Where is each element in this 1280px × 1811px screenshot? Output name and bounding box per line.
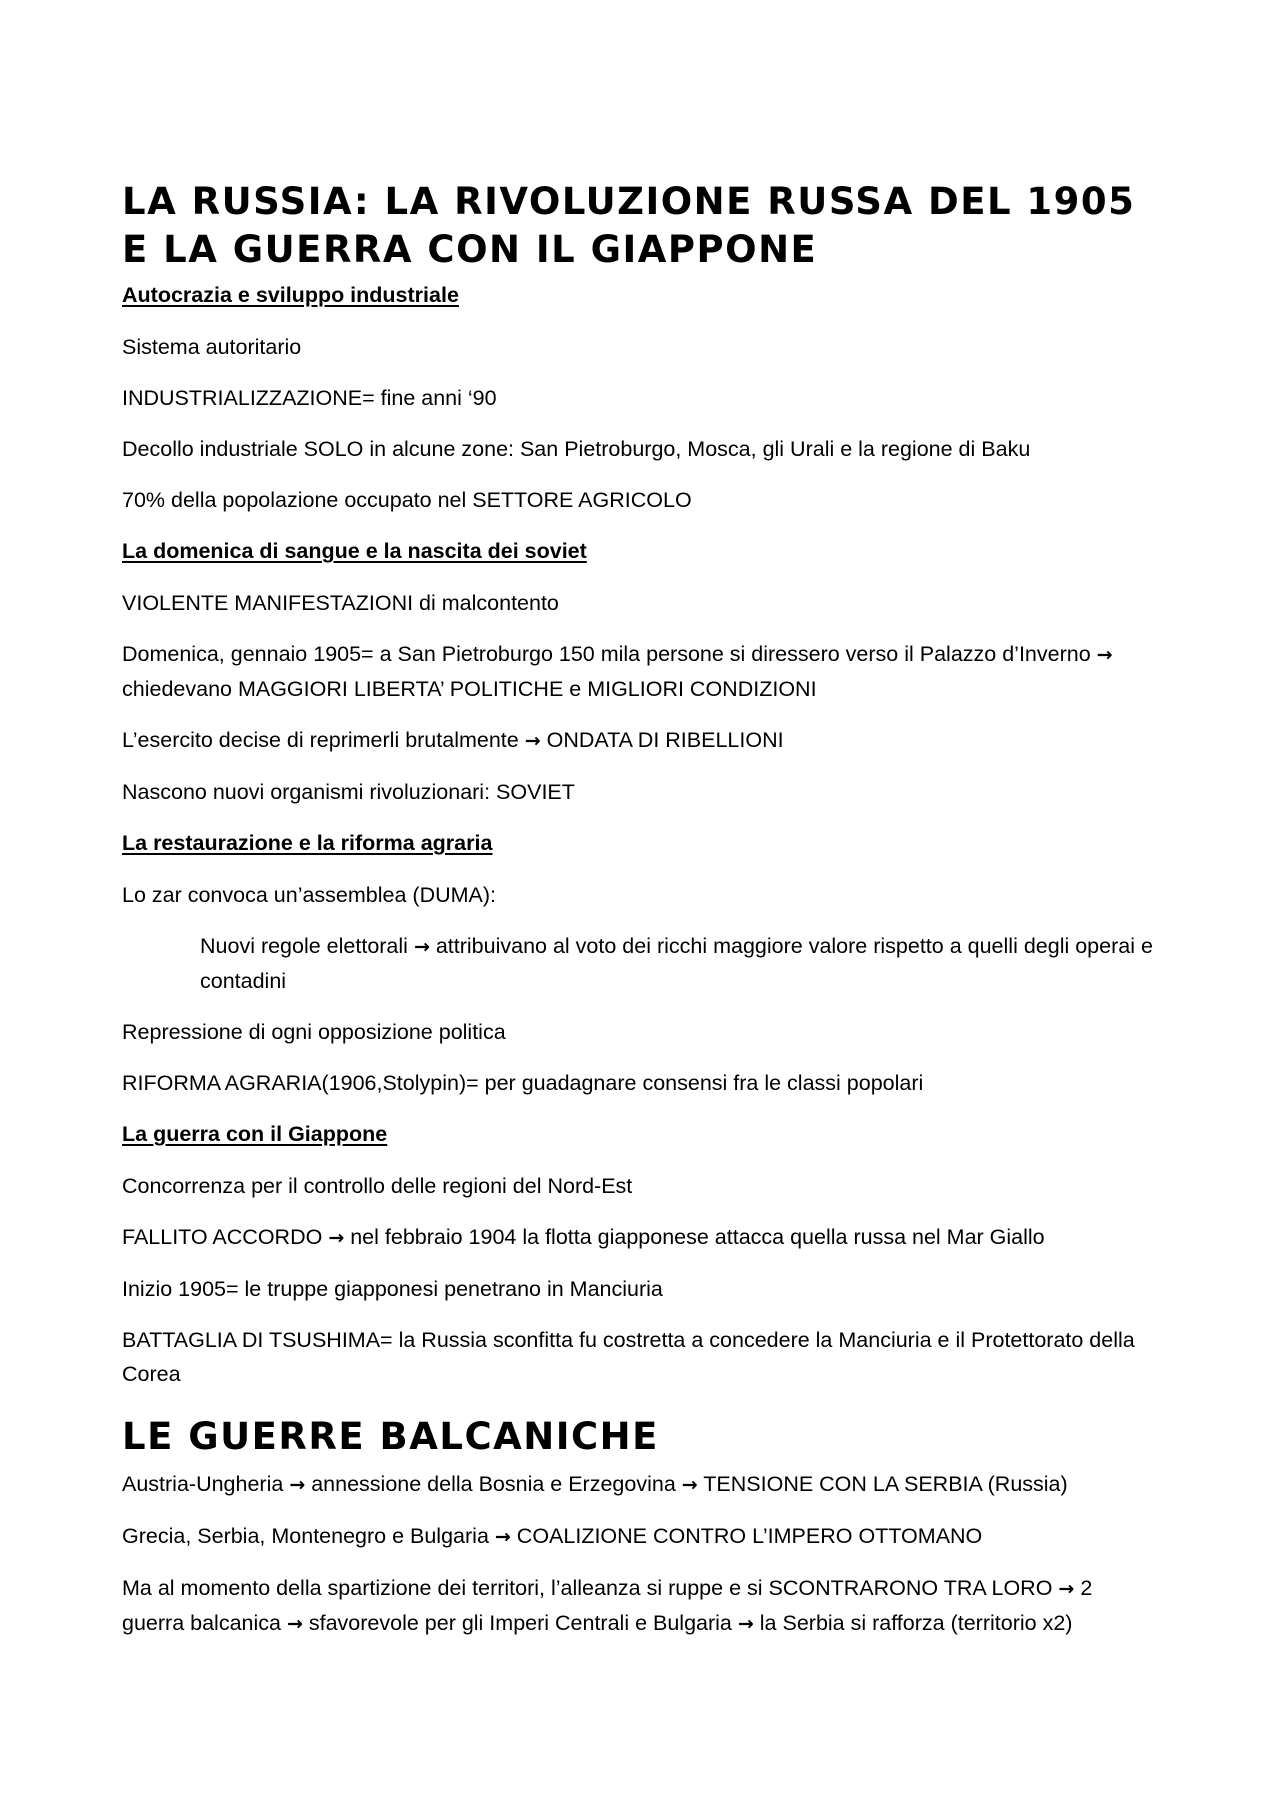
paragraph: Sistema autoritario xyxy=(122,335,302,359)
section-title-russia xyxy=(122,178,1160,274)
title-line-2: E LA GUERRA CON IL GIAPPONE xyxy=(122,228,818,271)
arrow-right-icon: → xyxy=(289,1474,306,1496)
section-title-balcaniche: LE GUERRE BALCANICHE xyxy=(122,1415,659,1458)
arrow-right-icon: → xyxy=(413,936,430,958)
arrow-right-icon: → xyxy=(524,730,541,752)
paragraph: Nascono nuovi organismi rivoluzionari: SOVIET xyxy=(122,780,575,804)
paragraph: RIFORMA AGRARIA(1906,Stolypin)= per guadagnare consensi fra le classi popolari xyxy=(122,1071,924,1095)
paragraph: Ma al momento della spartizione dei territori, l’alleanza si ruppe e si SCONTRARONO TRA LORO → 2 guerra balcanica → sfavorevole per gli Imperi Centrali e Bulgaria → la Serbia si rafforza (territorio x2) xyxy=(122,1576,1093,1635)
arrow-right-icon: → xyxy=(681,1474,698,1496)
subheading-restaurazione: La restaurazione e la riforma agraria xyxy=(122,831,493,855)
paragraph: L’esercito decise di reprimerli brutalmente → ONDATA DI RIBELLIONI xyxy=(122,728,784,752)
paragraph: INDUSTRIALIZZAZIONE= fine anni ‘90 xyxy=(122,386,497,410)
subheading-domenica-di-sangue: La domenica di sangue e la nascita dei soviet xyxy=(122,539,587,563)
paragraph: VIOLENTE MANIFESTAZIONI di malcontento xyxy=(122,591,559,615)
title-line-1: LA RUSSIA: LA RIVOLUZIONE RUSSA DEL 1905 xyxy=(122,180,1136,223)
paragraph: FALLITO ACCORDO → nel febbraio 1904 la flotta giapponese attacca quella russa nel Mar Giallo xyxy=(122,1225,1045,1249)
paragraph: BATTAGLIA DI TSUSHIMA= la Russia sconfitta fu costretta a concedere la Manciuria e il Protettorato della Corea xyxy=(122,1328,1135,1386)
paragraph: Decollo industriale SOLO in alcune zone: San Pietroburgo, Mosca, gli Urali e la regione di Baku xyxy=(122,437,1031,461)
arrow-right-icon: → xyxy=(328,1227,345,1249)
subheading-guerra-giappone: La guerra con il Giappone xyxy=(122,1122,388,1146)
indented-paragraph: Nuovi regole elettorali → attribuivano al voto dei ricchi maggiore valore rispetto a quelli degli operai e contadini xyxy=(200,934,1153,993)
paragraph: 70% della popolazione occupato nel SETTORE AGRICOLO xyxy=(122,488,692,512)
paragraph: Inizio 1905= le truppe giapponesi penetrano in Manciuria xyxy=(122,1277,663,1301)
paragraph: Domenica, gennaio 1905= a San Pietroburgo 150 mila persone si diressero verso il Palazzo d’Inverno → chiedevano MAGGIORI LIBERTA’ POLITICHE e MIGLIORI CONDIZIONI xyxy=(122,642,1113,701)
paragraph: Repressione di ogni opposizione politica xyxy=(122,1020,506,1044)
paragraph: Concorrenza per il controllo delle regioni del Nord-Est xyxy=(122,1174,633,1198)
paragraph: Grecia, Serbia, Montenegro e Bulgaria → COALIZIONE CONTRO L’IMPERO OTTOMANO xyxy=(122,1524,983,1548)
subheading-autocrazia: Autocrazia e sviluppo industriale xyxy=(122,283,459,307)
arrow-right-icon: → xyxy=(737,1613,754,1635)
paragraph: Austria-Ungheria → annessione della Bosnia e Erzegovina → TENSIONE CON LA SERBIA (Russia) xyxy=(122,1472,1068,1496)
arrow-right-icon: → xyxy=(1096,644,1113,666)
arrow-right-icon: → xyxy=(1058,1578,1075,1600)
arrow-right-icon: → xyxy=(494,1526,511,1548)
arrow-right-icon: → xyxy=(286,1613,303,1635)
paragraph: Lo zar convoca un’assemblea (DUMA): xyxy=(122,883,497,907)
